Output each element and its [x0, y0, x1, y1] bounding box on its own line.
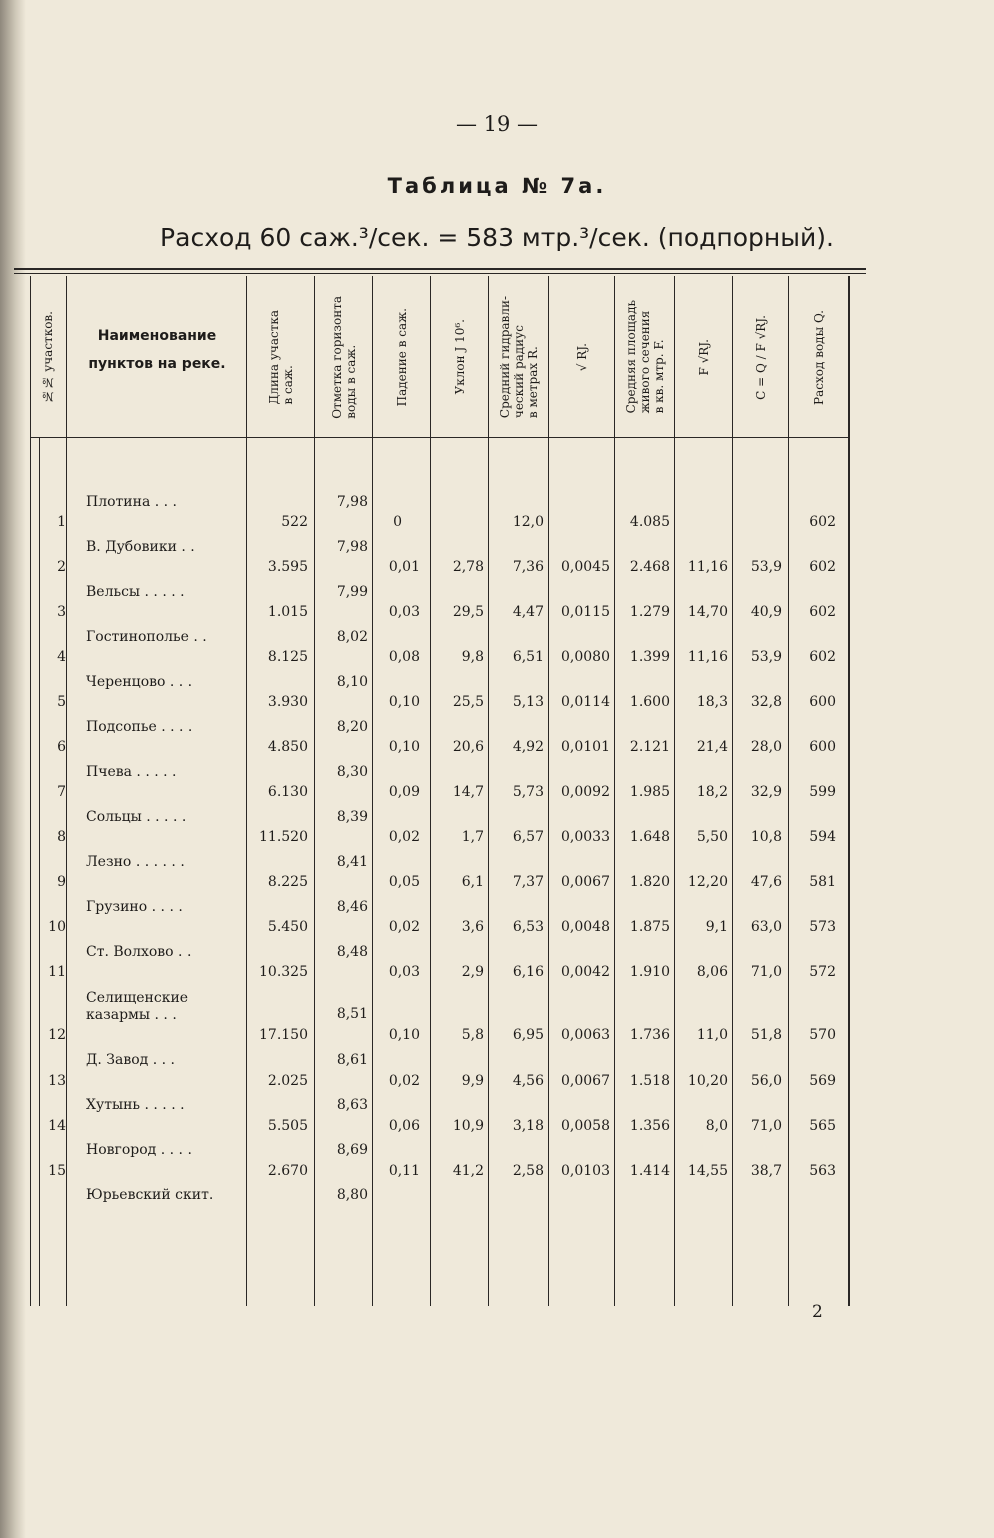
table-top-rule — [14, 268, 866, 270]
point-name: Хутынь . . . . . — [86, 1097, 185, 1113]
f-sqrt-rj-cell: 8,06 — [696, 964, 728, 980]
radius-cell: 4,92 — [512, 739, 544, 755]
point-name: В. Дубовики . . — [86, 539, 195, 555]
slope-cell: 2,78 — [452, 559, 484, 575]
point-name: Новгород . . . . — [86, 1142, 192, 1158]
point-name: Юрьевский скит. — [86, 1187, 214, 1203]
f-sqrt-rj-cell: 11,16 — [687, 559, 728, 575]
drop-cell: 0,02 — [388, 1073, 420, 1089]
drop-cell: 0 — [393, 514, 402, 530]
water-mark: 7,98 — [336, 494, 368, 510]
point-name: Сольцы . . . . . — [86, 809, 187, 825]
sqrt-rj-cell: 0,0103 — [561, 1163, 610, 1179]
discharge-cell: 599 — [809, 784, 836, 800]
column-line — [314, 276, 315, 1306]
section-number: 10 — [48, 919, 66, 935]
discharge-cell: 570 — [809, 1027, 836, 1043]
area-cell: 1.518 — [629, 1073, 670, 1089]
area-cell: 1.985 — [629, 784, 670, 800]
header-water-mark: Отметка горизонта воды в саж. — [330, 295, 358, 419]
slope-cell: 3,6 — [461, 919, 484, 935]
section-number: 4 — [57, 649, 66, 665]
slope-cell: 6,1 — [461, 874, 484, 890]
slope-cell: 20,6 — [452, 739, 484, 755]
column-line — [848, 276, 850, 1306]
c-cell: 47,6 — [750, 874, 782, 890]
length-cell: 3.595 — [267, 559, 308, 575]
area-cell: 1.279 — [629, 604, 670, 620]
drop-cell: 0,08 — [388, 649, 420, 665]
c-cell: 53,9 — [750, 559, 782, 575]
drop-cell: 0,10 — [388, 739, 420, 755]
slope-cell: 9,9 — [461, 1073, 484, 1089]
area-cell: 1.399 — [629, 649, 670, 665]
section-number: 6 — [57, 739, 66, 755]
radius-cell: 6,57 — [512, 829, 544, 845]
length-cell: 1.015 — [267, 604, 308, 620]
slope-cell: 9,8 — [461, 649, 484, 665]
radius-cell: 4,47 — [512, 604, 544, 620]
f-sqrt-rj-cell: 5,50 — [696, 829, 728, 845]
point-name: Лезно . . . . . . — [86, 854, 185, 870]
c-cell: 71,0 — [750, 964, 782, 980]
c-cell: 28,0 — [750, 739, 782, 755]
discharge-cell: 602 — [809, 559, 836, 575]
sqrt-rj-cell: 0,0067 — [561, 874, 610, 890]
column-line — [488, 276, 489, 1306]
discharge-cell: 600 — [809, 739, 836, 755]
point-name: Селищенские казармы . . . — [86, 990, 189, 1023]
f-sqrt-rj-cell: 12,20 — [687, 874, 728, 890]
section-number: 15 — [48, 1163, 66, 1179]
radius-cell: 4,56 — [512, 1073, 544, 1089]
signature-mark: 2 — [812, 1302, 823, 1322]
section-number: 11 — [48, 964, 66, 980]
f-sqrt-rj-cell: 14,55 — [687, 1163, 728, 1179]
water-mark: 8,10 — [336, 674, 368, 690]
discharge-cell: 602 — [809, 649, 836, 665]
slope-cell: 5,8 — [461, 1027, 484, 1043]
length-cell: 2.670 — [267, 1163, 308, 1179]
discharge-cell: 594 — [809, 829, 836, 845]
radius-cell: 7,36 — [512, 559, 544, 575]
section-number: 1 — [57, 514, 66, 530]
header-bottom-rule — [30, 437, 850, 438]
sqrt-rj-cell: 0,0115 — [561, 604, 610, 620]
header-sqrt-rj: √ RJ. — [575, 342, 589, 372]
area-cell: 2.121 — [629, 739, 670, 755]
header-discharge-q: Расход воды Q. — [812, 309, 826, 405]
c-cell: 38,7 — [750, 1163, 782, 1179]
area-cell: 1.356 — [629, 1118, 670, 1134]
length-cell: 2.025 — [267, 1073, 308, 1089]
sqrt-rj-cell: 0,0048 — [561, 919, 610, 935]
area-cell: 1.414 — [629, 1163, 670, 1179]
header-slope: Уклон J 10⁶. — [453, 319, 467, 395]
c-cell: 32,9 — [750, 784, 782, 800]
area-cell: 1.875 — [629, 919, 670, 935]
f-sqrt-rj-cell: 14,70 — [687, 604, 728, 620]
sqrt-rj-cell: 0,0067 — [561, 1073, 610, 1089]
point-name: Плотина . . . — [86, 494, 177, 510]
column-line — [732, 276, 733, 1306]
length-cell: 3.930 — [267, 694, 308, 710]
drop-cell: 0,09 — [388, 784, 420, 800]
sqrt-rj-cell: 0,0063 — [561, 1027, 610, 1043]
sqrt-rj-cell: 0,0045 — [561, 559, 610, 575]
column-line — [372, 276, 373, 1306]
drop-cell: 0,06 — [388, 1118, 420, 1134]
slope-cell: 25,5 — [452, 694, 484, 710]
header-cross-section-area: Средняя площадь живого сечения в кв. мтр. F. — [624, 300, 666, 414]
sqrt-rj-cell: 0,0033 — [561, 829, 610, 845]
area-cell: 1.648 — [629, 829, 670, 845]
water-mark: 8,41 — [336, 854, 368, 870]
water-mark: 7,99 — [336, 584, 368, 600]
c-cell: 71,0 — [750, 1118, 782, 1134]
column-line — [614, 276, 615, 1306]
radius-cell: 6,51 — [512, 649, 544, 665]
page-number: — 19 — — [455, 112, 539, 136]
slope-cell: 41,2 — [452, 1163, 484, 1179]
table-subtitle: Расход 60 саж.³/сек. = 583 мтр.³/сек. (подпорный). — [160, 223, 834, 252]
column-line — [430, 276, 431, 1306]
column-line — [246, 276, 247, 1306]
radius-cell: 7,37 — [512, 874, 544, 890]
drop-cell: 0,01 — [388, 559, 420, 575]
slope-cell: 1,7 — [461, 829, 484, 845]
radius-cell: 5,73 — [512, 784, 544, 800]
point-name: Подсопье . . . . — [86, 719, 193, 735]
section-number: 7 — [57, 784, 66, 800]
radius-cell: 6,95 — [512, 1027, 544, 1043]
header-drop: Падение в саж. — [395, 307, 409, 407]
header-coefficient-c: C = Q / F √RJ. — [754, 314, 768, 400]
area-cell: 2.468 — [629, 559, 670, 575]
point-name: Д. Завод . . . — [86, 1052, 175, 1068]
section-number: 8 — [57, 829, 66, 845]
water-mark: 8,51 — [336, 1006, 368, 1022]
point-name: Пчева . . . . . — [86, 764, 177, 780]
drop-cell: 0,10 — [388, 1027, 420, 1043]
section-number: 13 — [48, 1073, 66, 1089]
c-cell: 32,8 — [750, 694, 782, 710]
sqrt-rj-cell: 0,0092 — [561, 784, 610, 800]
discharge-cell: 600 — [809, 694, 836, 710]
c-cell: 10,8 — [750, 829, 782, 845]
water-mark: 8,80 — [336, 1187, 368, 1203]
point-name: Гостинополье . . — [86, 629, 207, 645]
length-cell: 11.520 — [259, 829, 308, 845]
c-cell: 51,8 — [750, 1027, 782, 1043]
length-cell: 17.150 — [259, 1027, 308, 1043]
length-cell: 522 — [281, 514, 308, 530]
water-mark: 8,63 — [336, 1097, 368, 1113]
table-title: Таблица № 7а. — [387, 174, 607, 198]
header-f-sqrt-rj: F √RJ. — [697, 338, 711, 376]
discharge-cell: 569 — [809, 1073, 836, 1089]
length-cell: 6.130 — [267, 784, 308, 800]
slope-cell: 10,9 — [452, 1118, 484, 1134]
length-cell: 5.505 — [267, 1118, 308, 1134]
sqrt-rj-cell: 0,0101 — [561, 739, 610, 755]
header-hydraulic-radius: Средний гидравли- ческий радиус в метрах R. — [498, 295, 540, 419]
water-mark: 8,20 — [336, 719, 368, 735]
length-cell: 4.850 — [267, 739, 308, 755]
c-cell: 40,9 — [750, 604, 782, 620]
f-sqrt-rj-cell: 21,4 — [696, 739, 728, 755]
discharge-cell: 602 — [809, 514, 836, 530]
discharge-cell: 602 — [809, 604, 836, 620]
section-number: 14 — [48, 1118, 66, 1134]
column-line — [674, 276, 675, 1306]
length-cell: 8.125 — [267, 649, 308, 665]
radius-cell: 12,0 — [512, 514, 544, 530]
f-sqrt-rj-cell: 11,16 — [687, 649, 728, 665]
f-sqrt-rj-cell: 11,0 — [696, 1027, 728, 1043]
sqrt-rj-cell: 0,0080 — [561, 649, 610, 665]
area-cell: 1.736 — [629, 1027, 670, 1043]
water-mark: 8,61 — [336, 1052, 368, 1068]
column-line — [66, 276, 67, 1306]
water-mark: 8,39 — [336, 809, 368, 825]
discharge-cell: 563 — [809, 1163, 836, 1179]
point-name: Черенцово . . . — [86, 674, 193, 690]
water-mark: 8,46 — [336, 899, 368, 915]
slope-cell: 2,9 — [461, 964, 484, 980]
f-sqrt-rj-cell: 18,3 — [696, 694, 728, 710]
discharge-cell: 581 — [809, 874, 836, 890]
area-cell: 4.085 — [629, 514, 670, 530]
column-line — [788, 276, 789, 1306]
radius-cell: 6,16 — [512, 964, 544, 980]
f-sqrt-rj-cell: 18,2 — [696, 784, 728, 800]
c-cell: 56,0 — [750, 1073, 782, 1089]
header-section-number: №№ участков. — [41, 310, 55, 404]
c-cell: 53,9 — [750, 649, 782, 665]
section-number: 12 — [48, 1027, 66, 1043]
slope-cell: 29,5 — [452, 604, 484, 620]
length-cell: 8.225 — [267, 874, 308, 890]
section-number: 2 — [57, 559, 66, 575]
radius-cell: 2,58 — [512, 1163, 544, 1179]
column-line — [548, 276, 549, 1306]
point-name: Грузино . . . . — [86, 899, 183, 915]
point-name: Ст. Волхово . . — [86, 944, 192, 960]
water-mark: 8,69 — [336, 1142, 368, 1158]
length-cell: 5.450 — [267, 919, 308, 935]
length-cell: 10.325 — [259, 964, 308, 980]
drop-cell: 0,11 — [388, 1163, 420, 1179]
section-number: 9 — [57, 874, 66, 890]
water-mark: 8,02 — [336, 629, 368, 645]
water-mark: 7,98 — [336, 539, 368, 555]
radius-cell: 3,18 — [512, 1118, 544, 1134]
sqrt-rj-cell: 0,0042 — [561, 964, 610, 980]
f-sqrt-rj-cell: 9,1 — [705, 919, 728, 935]
drop-cell: 0,05 — [388, 874, 420, 890]
water-mark: 8,48 — [336, 944, 368, 960]
discharge-cell: 572 — [809, 964, 836, 980]
f-sqrt-rj-cell: 8,0 — [705, 1118, 728, 1134]
discharge-cell: 573 — [809, 919, 836, 935]
f-sqrt-rj-cell: 10,20 — [687, 1073, 728, 1089]
drop-cell: 0,02 — [388, 919, 420, 935]
table-top-rule-thin — [14, 273, 866, 274]
drop-cell: 0,02 — [388, 829, 420, 845]
slope-cell: 14,7 — [452, 784, 484, 800]
sqrt-rj-cell: 0,0114 — [561, 694, 610, 710]
area-cell: 1.600 — [629, 694, 670, 710]
drop-cell: 0,03 — [388, 604, 420, 620]
drop-cell: 0,03 — [388, 964, 420, 980]
area-cell: 1.820 — [629, 874, 670, 890]
radius-cell: 5,13 — [512, 694, 544, 710]
drop-cell: 0,10 — [388, 694, 420, 710]
discharge-cell: 565 — [809, 1118, 836, 1134]
area-cell: 1.910 — [629, 964, 670, 980]
water-mark: 8,30 — [336, 764, 368, 780]
header-length: Длина участка в саж. — [267, 309, 295, 405]
section-number: 5 — [57, 694, 66, 710]
section-number: 3 — [57, 604, 66, 620]
header-point-name: Наименование пунктов на реке. — [88, 328, 226, 372]
c-cell: 63,0 — [750, 919, 782, 935]
point-name: Вельсы . . . . . — [86, 584, 185, 600]
radius-cell: 6,53 — [512, 919, 544, 935]
sqrt-rj-cell: 0,0058 — [561, 1118, 610, 1134]
